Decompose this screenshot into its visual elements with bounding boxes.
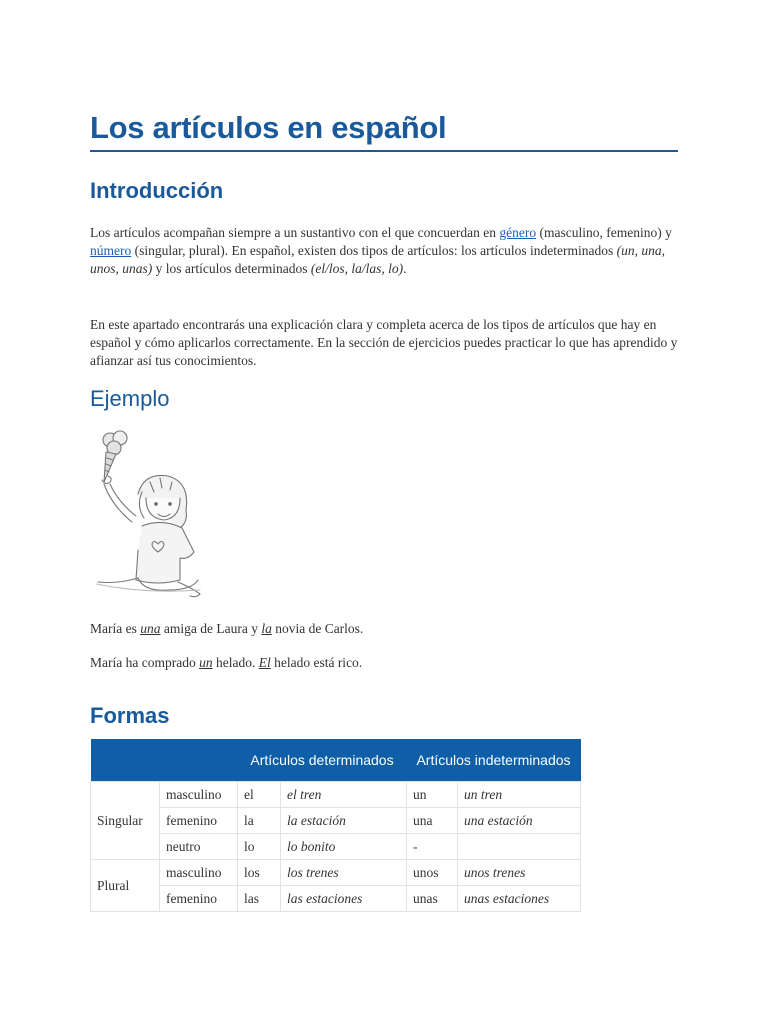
table-row: Plural masculino los los trenes unos unos trenes: [91, 860, 581, 886]
table-row: neutro lo lo bonito -: [91, 834, 581, 860]
table-row: Singular masculino el el tren un un tren: [91, 782, 581, 808]
genero-link[interactable]: género: [499, 225, 537, 240]
col-header-indeterminados: Artículos indeterminados: [407, 739, 581, 782]
example-heading: Ejemplo: [90, 386, 170, 411]
table-row: femenino la la estación una una estación: [91, 808, 581, 834]
numero-link[interactable]: número: [90, 243, 132, 258]
intro-paragraph-1: Los artículos acompañan siempre a un sustantivo con el que concuerdan en género (masculino, femenino) y número (singular, plural). En español, existen dos tipos de artículos: los artículos indeterminados (un, una, unos, unas) y los artículos determinados (el/los, la/las, lo).: [90, 225, 672, 276]
article-una: una: [140, 621, 161, 636]
table-row: femenino las las estaciones unas unas estaciones: [91, 886, 581, 912]
intro-heading: Introducción: [90, 178, 224, 203]
example-sentence-2: María ha comprado un helado. El helado está rico.: [90, 655, 363, 670]
example-sentence-1: María es una amiga de Laura y la novia de Carlos.: [90, 621, 364, 636]
col-header-determinados: Artículos determinados: [238, 739, 407, 782]
plural-label: Plural: [91, 860, 160, 912]
article-un: un: [199, 655, 213, 670]
article-el: El: [258, 655, 271, 670]
page-title: Los artículos en español: [90, 110, 678, 152]
intro-paragraph-2: En este apartado encontrarás una explicación clara y completa acerca de los tipos de artículos que hay en español y cómo aplicarlos correctamente. En la sección de ejercicios puedes practicar lo que has aprendido y afianzar así tus conocimientos.: [90, 317, 678, 368]
forms-heading: Formas: [90, 703, 170, 728]
table-header-row: [91, 739, 581, 782]
girl-with-ice-cream-illustration: [92, 426, 204, 598]
article-la: la: [261, 621, 272, 636]
articles-table: [90, 739, 581, 912]
singular-label: Singular: [91, 782, 160, 860]
